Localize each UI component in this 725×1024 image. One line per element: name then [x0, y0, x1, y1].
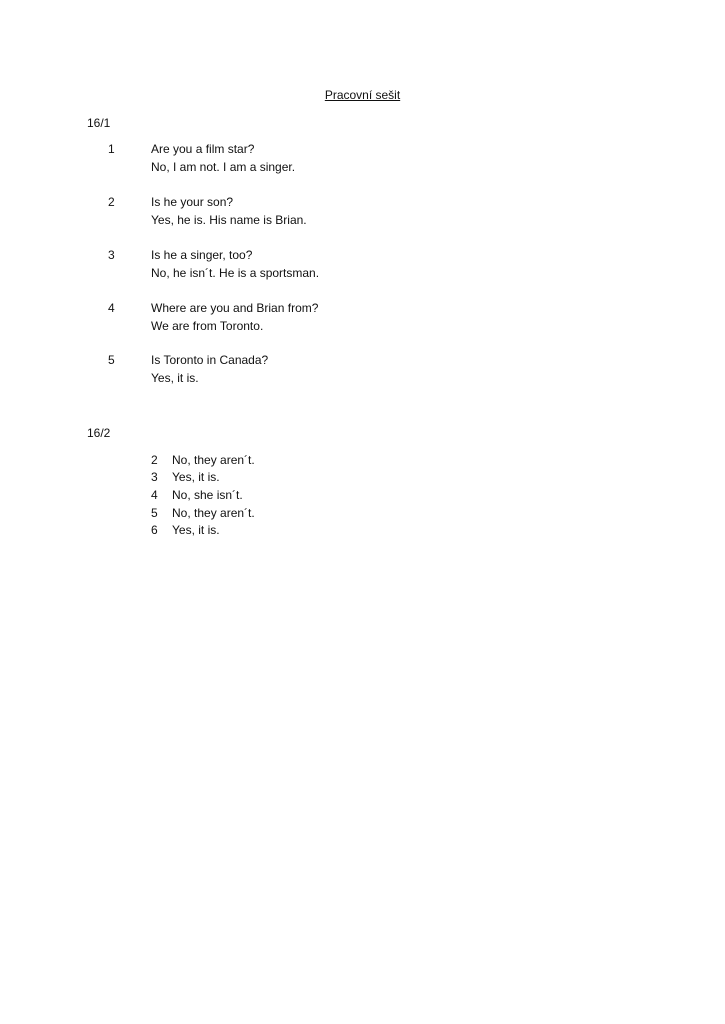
exercise-16-2-label: 16/2: [87, 426, 111, 440]
answer-item: [151, 505, 255, 522]
question-text: Where are you and Brian from?: [151, 301, 319, 315]
answer-text: Yes, it is.: [172, 523, 220, 537]
question-text: Are you a film star?: [151, 142, 255, 156]
answer-text: We are from Toronto.: [151, 318, 264, 333]
item-number: 5: [151, 506, 158, 520]
answer-text: No, I am not. I am a singer.: [151, 159, 296, 174]
question-text: Is he a singer, too?: [151, 248, 253, 262]
item-number: 4: [151, 488, 158, 502]
answer-text: No, they aren´t.: [172, 453, 255, 467]
answer-text: Yes, it is.: [151, 370, 199, 385]
answer-text: No, she isn´t.: [172, 488, 243, 502]
item-number: 6: [151, 523, 158, 537]
item-number: 3: [151, 470, 158, 484]
page-title: Pracovní sešit: [324, 88, 401, 102]
question-text: Is Toronto in Canada?: [151, 353, 269, 367]
item-number: 2: [108, 195, 115, 209]
question-text: Is he your son?: [151, 195, 234, 209]
item-number: 3: [108, 248, 115, 262]
item-number: 1: [108, 142, 115, 156]
answer-item: [151, 469, 220, 486]
item-number: 5: [108, 353, 115, 367]
answer-text: No, they aren´t.: [172, 506, 255, 520]
answer-item: [151, 487, 243, 504]
item-number: 4: [108, 301, 115, 315]
answer-text: Yes, it is.: [172, 470, 220, 484]
answer-item: [151, 522, 220, 539]
item-number: 2: [151, 453, 158, 467]
answer-text: No, he isn´t. He is a sportsman.: [151, 265, 320, 280]
answer-item: [151, 452, 255, 469]
exercise-16-1-label: 16/1: [87, 116, 111, 130]
answer-text: Yes, he is. His name is Brian.: [151, 212, 307, 227]
